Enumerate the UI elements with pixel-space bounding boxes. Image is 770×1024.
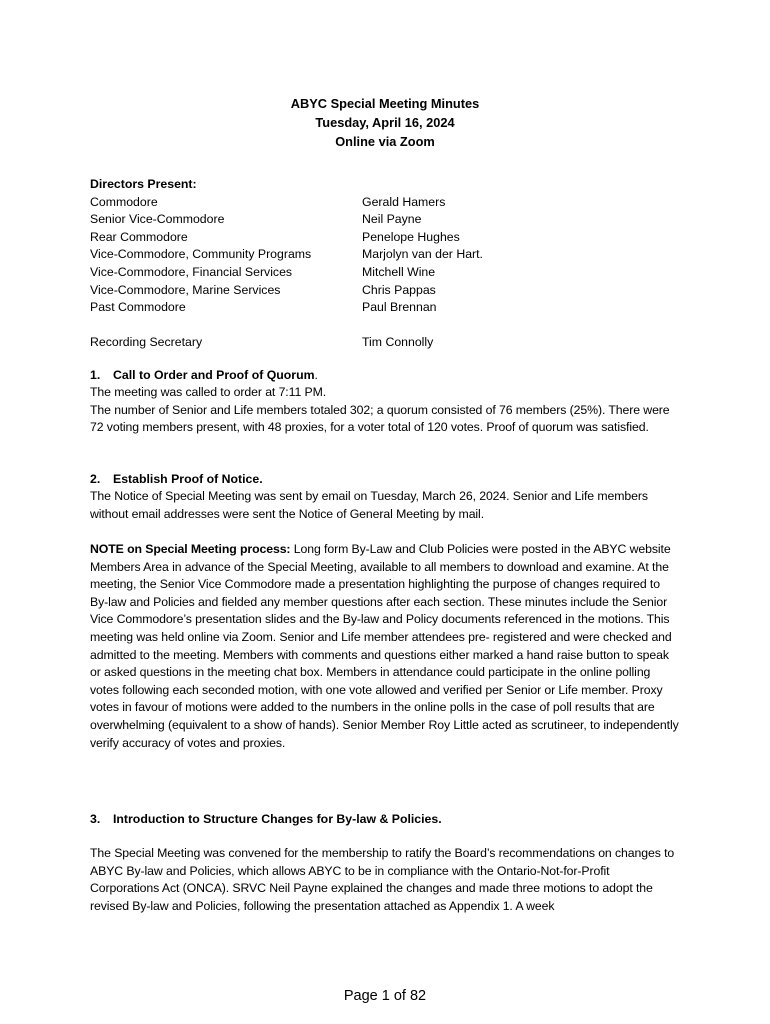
note-label: NOTE on Special Meeting process: (90, 542, 291, 556)
director-row (90, 299, 680, 317)
page-number: Page 1 of 82 (343, 988, 427, 1004)
section-number: 2. (90, 472, 101, 486)
spacer (90, 317, 680, 334)
director-role: Vice-Commodore, Marine Services (90, 282, 281, 297)
director-name: Neil Payne (362, 212, 422, 227)
director-name: Marjolyn van der Hart. (362, 247, 483, 262)
director-role: Rear Commodore (90, 229, 188, 244)
secretary-row (90, 334, 680, 352)
director-name: Paul Brennan (362, 300, 437, 315)
paragraph: The Special Meeting was convened for the membership to ratify the Board’s recommendations on changes to ABYC By-law and Policies, which allows ABYC to be in compliance with the Ontario-Not-for-Profit Corporations Act (ONCA). SRVC Neil Payne explained the changes and made three motions to adopt the revised By-law and Policies, following the presentation attached as Appendix 1. A week (90, 846, 675, 913)
meeting-venue: Online via Zoom (335, 134, 435, 149)
directors-heading: Directors Present: (90, 177, 197, 191)
section-number: 1. (90, 368, 101, 382)
section-title: Establish Proof of Notice. (113, 472, 263, 486)
section-2-heading (90, 471, 680, 489)
director-row (90, 229, 680, 247)
document-title: ABYC Special Meeting Minutes (290, 96, 480, 111)
director-name: Gerald Hamers (362, 194, 446, 209)
directors-list (90, 176, 680, 351)
section-title-suffix: . (314, 368, 318, 382)
section-3-heading (90, 811, 680, 829)
director-row (90, 211, 680, 229)
section-2-body (90, 488, 680, 523)
director-role: Vice-Commodore, Community Programs (90, 247, 312, 262)
title-block (0, 94, 770, 151)
secretary-name: Tim Connolly (362, 334, 434, 349)
paragraph: The meeting was called to order at 7:11 PM. (90, 385, 327, 399)
director-role: Past Commodore (90, 300, 186, 315)
director-role: Vice-Commodore, Financial Services (90, 264, 293, 279)
paragraph: The Notice of Special Meeting was sent by email on Tuesday, March 26, 2024. Senior and Life members without email addresses were sent the Notice of General Meeting by mail. (90, 489, 648, 521)
paragraph: The number of Senior and Life members totaled 302; a quorum consisted of 76 members (25%). There were 72 voting members present, with 48 proxies, for a voter total of 120 votes. Proof of quorum was satisfied. (90, 402, 670, 435)
director-row (90, 264, 680, 282)
director-row (90, 282, 680, 300)
section-title: Call to Order and Proof of Quorum (113, 368, 315, 382)
note-text: Long form By-Law and Club Policies were posted in the ABYC website Members Area in advance of the Special Meeting, available to all members to download and examine. At the meeting, the Senior Vice Commodore made a presentation highlighting the purpose of changes required to By-law and Policies and fielded any member questions after each section. These minutes include the Senior Vice Commodore’s presentation slides and the By-law and Policy documents referenced in the motions. This meeting was held online via Zoom. Senior and Life member attendees pre- registered and were checked and admitted to the meeting. Members with comments and questions either marked a hand raise button to speak or asked questions in the meeting chat box. Members in attendance could participate in the online polling votes following each seconded motion, with one vote allowed and verified per Senior or Life member. Proxy votes in favour of motions were added to the numbers in the online polls in the case of poll results that are overwhelming (equivalent to a show of hands). Senior Member Roy Little acted as scrutineer, to independently verify accuracy of votes and proxies. (90, 542, 679, 750)
paragraph (90, 541, 680, 752)
section-number: 3. (90, 812, 101, 826)
director-name: Mitchell Wine (362, 264, 436, 279)
director-role: Commodore (90, 194, 158, 209)
director-role: Senior Vice-Commodore (90, 212, 225, 227)
section-1-body (90, 384, 680, 437)
director-name: Chris Pappas (362, 282, 436, 297)
section-3-body (90, 845, 680, 915)
note-paragraph (90, 541, 680, 752)
section-1-heading (90, 367, 680, 385)
director-row (90, 194, 680, 212)
director-name: Penelope Hughes (362, 229, 460, 244)
section-title: Introduction to Structure Changes for By-law & Policies. (113, 812, 442, 826)
secretary-role: Recording Secretary (90, 334, 203, 349)
director-row (90, 246, 680, 264)
meeting-date: Tuesday, April 16, 2024 (315, 115, 455, 130)
